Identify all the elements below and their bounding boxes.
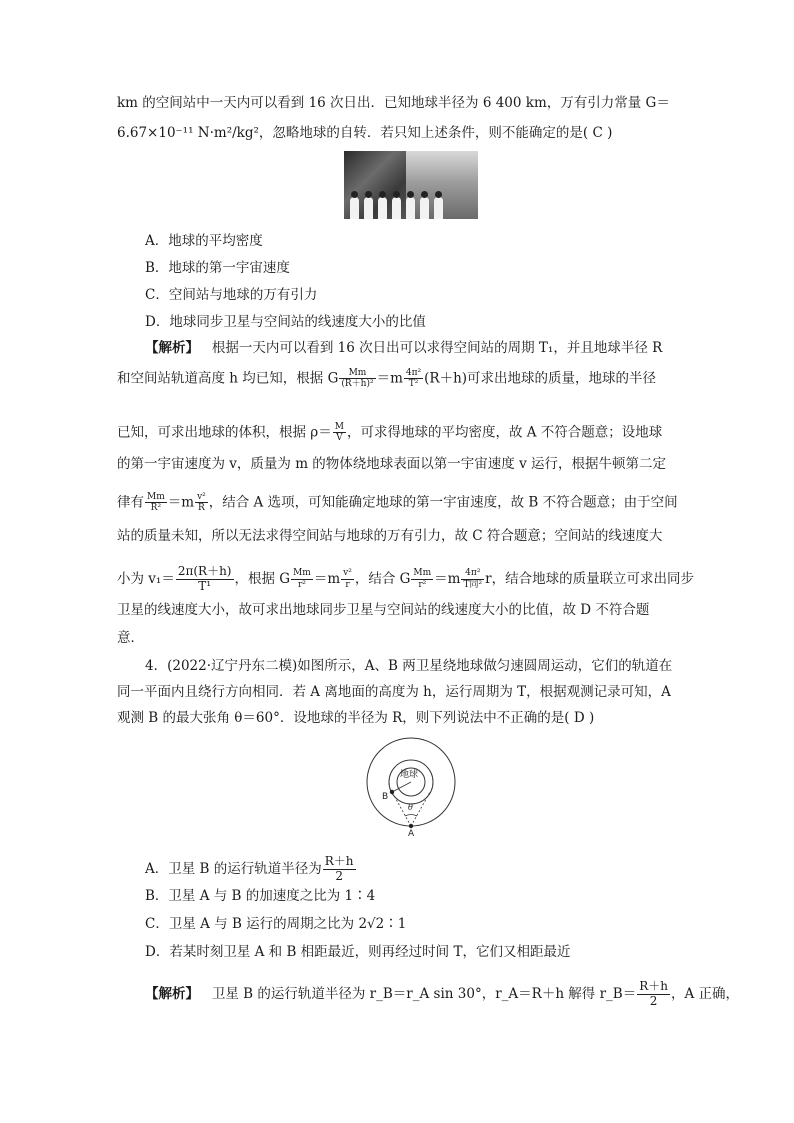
- q3-option-d: D．地球同步卫星与空间站的线速度大小的比值: [145, 314, 426, 330]
- q4-option-b: B．卫星 A 与 B 的加速度之比为 1∶4: [145, 888, 376, 904]
- q3-stem-line2: 6.67×10⁻¹¹ N·m²/kg²，忽略地球的自转．若只知上述条件，则不能确定的是( C ): [117, 125, 613, 141]
- q4-stem-line2: 同一平面内且绕行方向相同．若 A 离地面的高度为 h，运行周期为 T，根据观测记录可知，A: [117, 684, 671, 700]
- q3-analysis-line2: 和空间站轨道高度 h 均已知，根据 G $\frac{Mm}{\text{(R＋h)²}}$ ＝m $\frac{\text{4π²}}{\text{T²}}$ (R＋h)可求出地球的质量，地球的半径: [117, 368, 657, 390]
- q3-analysis-line7: 小为 v₁＝ $\frac{2\pi(R+h)}{\text{T¹}}$ ，根据 G $\frac{Mm}{\text{r²}}$ ＝m $\frac{\text{v²}}{r}$ ，结合 G $\frac{Mm}{\text{r²}}$ ＝m $\frac{\text{4π²}}{\text{T同²}}$ r，结合地球的质量联立可求出同步: [117, 564, 695, 593]
- q3-option-a: A．地球的平均密度: [145, 233, 263, 249]
- q4-analysis-line1: 【解析】 卫星 B 的运行轨道半径为 r_B＝r_A sin 30°，r_A＝R＋h 解得 r_B＝ $\frac{R+h}{2}$ ，A 正确，: [145, 979, 740, 1008]
- radius-line: [392, 782, 411, 792]
- q4-stem-line1: 4．(2022·辽宁丹东二模)如图所示，A、B 两卫星绕地球做匀速圆周运动，它们的轨道在: [145, 658, 673, 674]
- earth-label: 地球: [400, 770, 419, 780]
- q3-analysis-line6: 站的质量未知，所以无法求得空间站与地球的万有引力，故 C 符合题意；空间站的线速度大: [117, 528, 663, 544]
- q3-analysis-line8: 卫星的线速度大小，故可求出地球同步卫星与空间站的线速度大小的比值，故 D 不符合题: [117, 602, 650, 618]
- q3-option-c: C．空间站与地球的万有引力: [145, 287, 318, 303]
- q4-stem-line3: 观测 B 的最大张角 θ＝60°．设地球的半径为 R，则下列说法中不正确的是( D ): [117, 710, 595, 726]
- analysis-tag: 【解析】: [145, 985, 199, 1002]
- q3-analysis-line5: 律有 $\frac{Mm}{\text{R²}}$ ＝m $\frac{\text{v²}}{R}$ ，结合 A 选项，可知能确定地球的第一宇宙速度，故 B 不符合题意；由于空间: [117, 492, 678, 514]
- orbit-diagram: [338, 737, 484, 837]
- q4-option-d: D．若某时刻卫星 A 和 B 相距最近，则再经过时间 T，它们又相距最近: [145, 944, 571, 960]
- q3-analysis-line3: 已知，可求出地球的体积，根据 ρ＝ $\frac{M}{V}$ ，可求得地球的平均密度，故 A 不符合题意；设地球: [117, 422, 663, 444]
- label-a: A: [408, 829, 415, 837]
- analysis-tag: 【解析】: [145, 340, 199, 356]
- q4-option-c: C．卫星 A 与 B 运行的周期之比为 2√2∶1: [145, 916, 407, 932]
- q3-analysis-line9: 意．: [117, 630, 144, 646]
- theta-arc: [405, 815, 417, 817]
- q3-option-b: B．地球的第一宇宙速度: [145, 260, 290, 276]
- space-lecture-photo: [344, 151, 478, 219]
- label-b: B: [382, 792, 389, 802]
- satellite-a: [409, 824, 413, 828]
- q3-analysis-line4: 的第一宇宙速度为 v，质量为 m 的物体绕地球表面以第一宇宙速度 v 运行，根据牛顿第二定: [117, 456, 667, 472]
- q3-analysis-line1: 【解析】 根据一天内可以看到 16 次日出可以求得空间站的周期 T₁，并且地球半径 R: [145, 340, 663, 356]
- satellite-b: [390, 790, 394, 794]
- sight-line-right: [411, 792, 430, 826]
- label-theta: θ: [408, 803, 413, 812]
- q3-stem-line1: km 的空间站中一天内可以看到 16 次日出．已知地球半径为 6 400 km，万有引力常量 G＝: [117, 95, 670, 111]
- q4-option-a: A．卫星 B 的运行轨道半径为 $\frac{R+h}{2}$: [145, 854, 354, 883]
